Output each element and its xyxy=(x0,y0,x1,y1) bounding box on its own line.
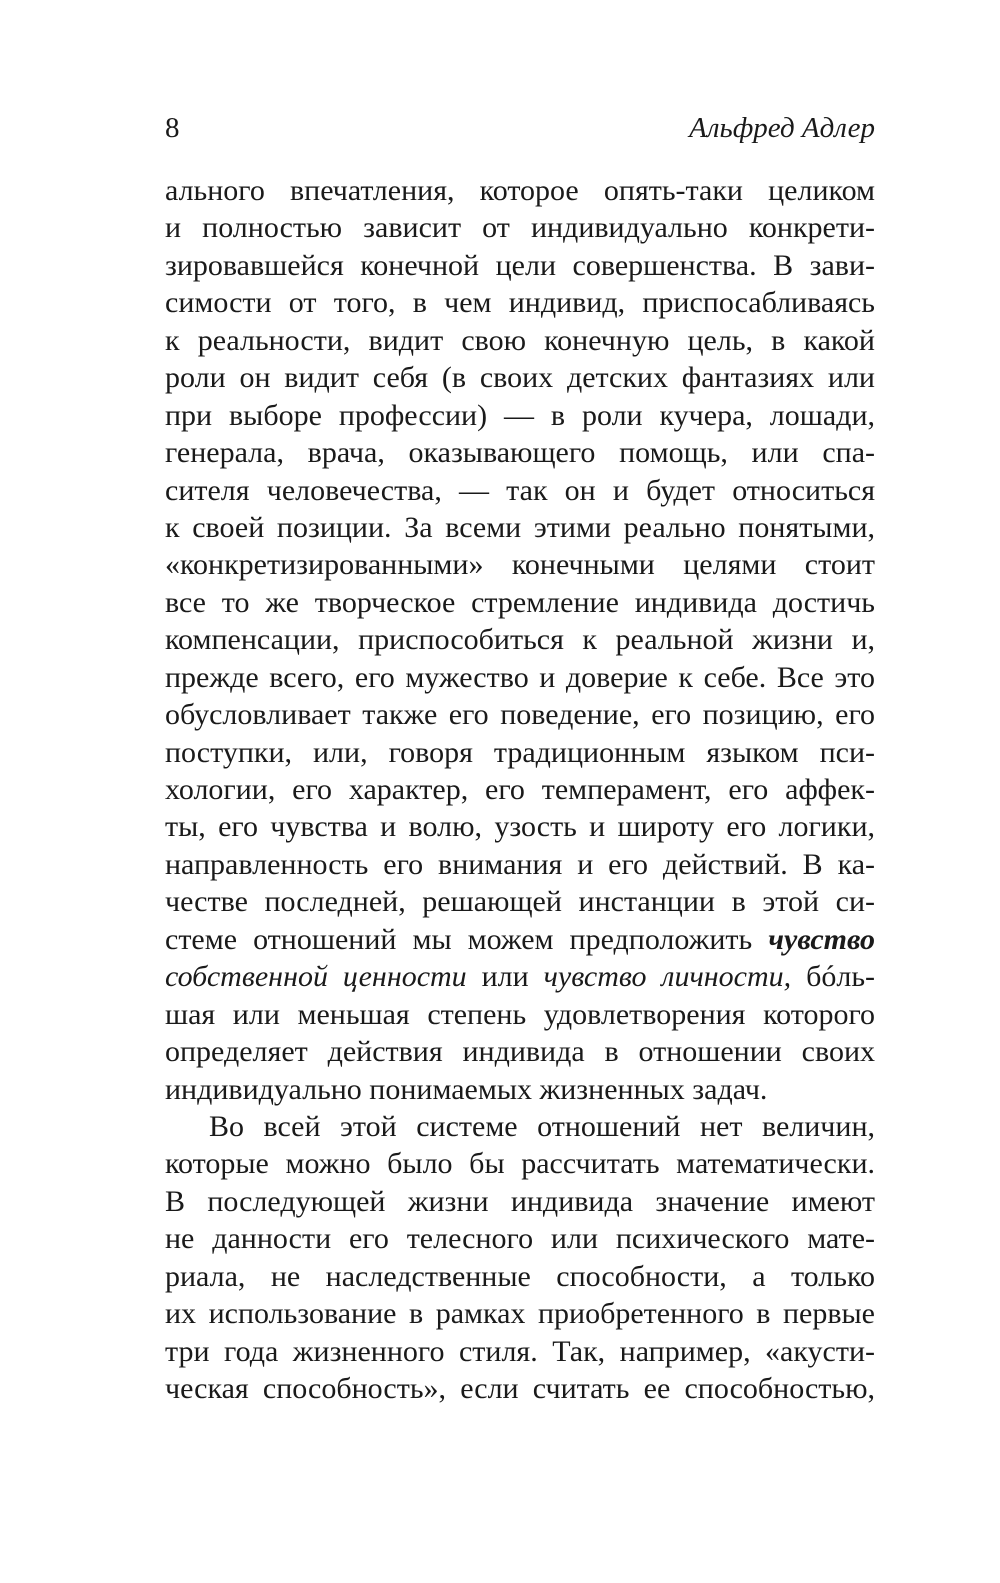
text-line: и полностью зависит от индивидуально конкрети- xyxy=(165,211,875,245)
emphasis-text: собственной ценности xyxy=(165,960,467,994)
paragraph-2 xyxy=(165,1108,875,1408)
text-line: три года жизненного стиля. Так, например, «акусти- xyxy=(165,1334,875,1368)
header-author: Альфред Адлер xyxy=(689,112,875,144)
text-line: генерала, врача, оказывающего помощь, или спа- xyxy=(165,436,875,470)
text-line: при выборе профессии) — в роли кучера, лошади, xyxy=(165,398,875,432)
text-line: не данности его телесного или психического мате- xyxy=(165,1222,875,1256)
line-text: бóль- xyxy=(791,960,875,994)
text-line: ального впечатления, которое опять-таки целиком xyxy=(165,174,875,207)
text-line: определяет действия индивида в отношении своих xyxy=(165,1035,875,1069)
text-line: зировавшейся конечной цели совершенства. В зави- xyxy=(165,248,875,282)
text-line: симости от того, в чем индивид, приспосабливаясь xyxy=(165,286,875,320)
text-line: честве последней, решающей инстанции в этой си- xyxy=(165,885,875,919)
text-line: риала, не наследственные способности, а только xyxy=(165,1259,875,1293)
text-line: прежде всего, его мужество и доверие к себе. Все это xyxy=(165,660,875,694)
text-line: Во всей этой системе отношений нет величин, xyxy=(209,1109,875,1143)
text-line: шая или меньшая степень удовлетворения которого xyxy=(165,997,875,1031)
running-head xyxy=(165,108,875,148)
text-line xyxy=(165,958,875,995)
paragraph-1 xyxy=(165,172,875,1108)
emphasis-text: чувство личности, xyxy=(543,960,792,994)
text-line: поступки, или, говоря традиционным языком пси- xyxy=(165,735,875,769)
line-text: стеме отношений мы можем предположить xyxy=(165,922,769,956)
text-line: ты, его чувства и волю, узость и широту его логики, xyxy=(165,810,875,844)
page-number: 8 xyxy=(165,112,180,144)
text-line: обусловливает также его поведение, его позицию, его xyxy=(165,698,875,732)
text-line: хологии, его характер, его темперамент, его аффек- xyxy=(165,773,875,806)
text-line: компенсации, приспособиться к реальной жизни и, xyxy=(165,623,875,657)
body-text xyxy=(165,172,875,1407)
text-line: «конкретизированными» конечными целями стоит xyxy=(165,548,875,582)
emphasis-text: чувство xyxy=(768,922,875,956)
text-line: их использование в рамках приобретенного в первые xyxy=(165,1297,875,1331)
text-line: роли он видит себя (в своих детских фантазиях или xyxy=(165,361,875,395)
text-line: сителя человечества, — так он и будет относиться xyxy=(165,473,875,507)
text-line: В последующей жизни индивида значение имеют xyxy=(165,1184,875,1218)
text-line: к реальности, видит свою конечную цель, в какой xyxy=(165,323,875,357)
text-line: индивидуально понимаемых жизненных задач. xyxy=(165,1072,768,1106)
text-line: которые можно было бы рассчитать математически. xyxy=(165,1147,875,1181)
text-line: направленность его внимания и его действий. В ка- xyxy=(165,847,875,881)
text-line: ческая способность», если считать ее способностью, xyxy=(165,1372,875,1405)
text-line: к своей позиции. За всеми этими реально понятыми, xyxy=(165,510,875,544)
text-line: все то же творческое стремление индивида достичь xyxy=(165,585,875,619)
line-text: или xyxy=(466,960,544,994)
text-line xyxy=(165,921,875,958)
